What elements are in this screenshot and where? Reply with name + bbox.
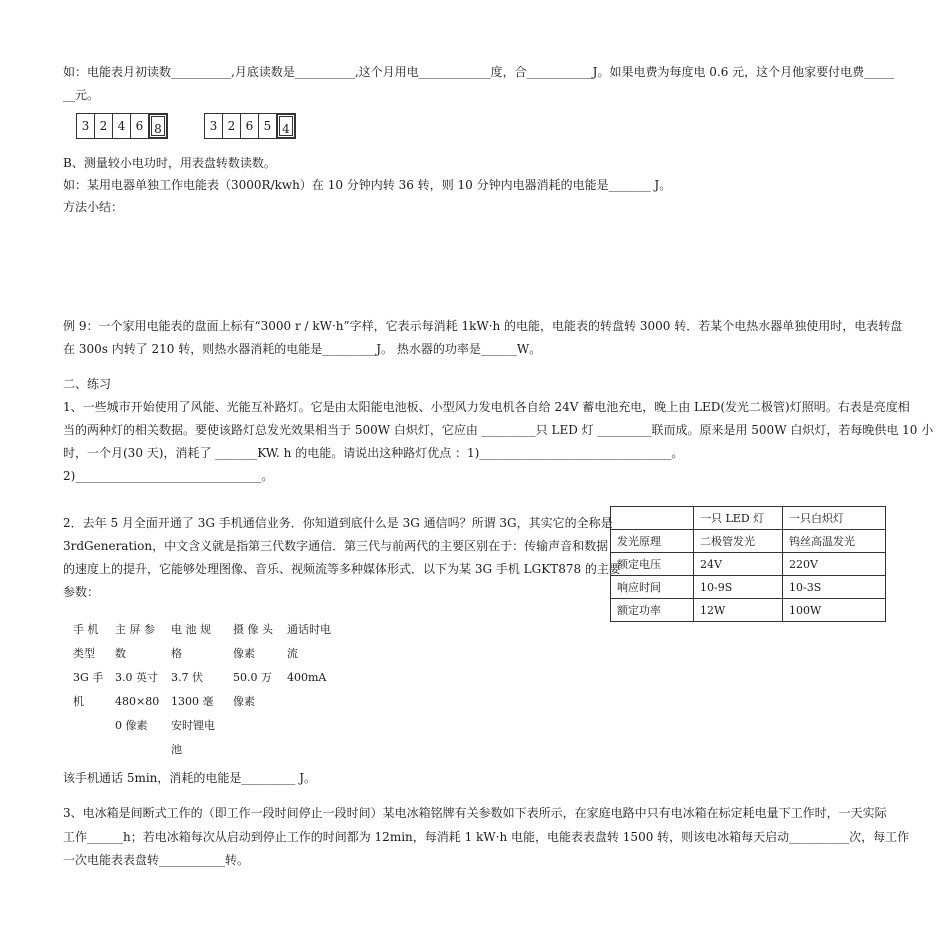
phone-cell: 摄 像 头 [233,623,273,636]
table-cell: 发光原理 [611,530,694,553]
phone-cell: 3G 手 [73,671,104,684]
meter-digit: 6 [131,114,149,138]
table-cell: 220V [783,553,886,576]
example-line: 如：某用电器单独工作电能表（3000R/kwh）在 10 分钟内转 36 转，则 10 分钟内电器消耗的电能是_______ J。 [63,178,672,192]
phone-cell: 主 屏 参 [115,623,155,636]
q2-line2: 3rdGeneration，中文含义就是指第三代数字通信．第三代与前两代的主要区别在于：传输声音和数据 [63,539,609,553]
ex9-line2: 在 300s 内转了 210 转，则热水器消耗的电能是_________J。 热水器的功率是______W。 [63,342,542,356]
phone-cell: 电 池 规 [171,623,211,636]
meter-decimal-digit: 8 [149,114,167,138]
q1-line2: 当的两种灯的相关数据。要使该路灯总发光效果相当于 500W 白炽灯，它应由 _________只 LED 灯 _________联而成。原来是用 500W 白炽灯，若每晚供电 10 小 [63,423,934,437]
meter-digit: 4 [113,114,131,138]
meter-digit: 2 [95,114,113,138]
phone-cell: 400mA [287,671,327,684]
q1-line1: 1、一些城市开始使用了风能、光能互补路灯。它是由太阳能电池板、小型风力发电机各自给 24V 蓄电池充电，晚上由 LED(发光二极管)灯照明。右表是亮度相 [63,400,910,414]
phone-cell: 安时锂电 [171,719,215,732]
phone-cell: 格 [171,647,182,660]
table-row [611,507,886,530]
table-cell: 一只 LED 灯 [694,507,783,530]
phone-cell: 数 [115,647,126,660]
q1-line4: 2)_______________________________。 [63,469,274,483]
phone-col-camera [233,622,273,718]
phone-col-current [287,622,331,694]
q2-line3: 的速度上的提升，它能够处理图像、音乐、视频流等多种媒体形式．以下为某 3G 手机 LGKT878 的主要 [63,562,621,576]
practice-heading: 二、练习 [63,377,112,391]
meter-digit: 6 [241,114,259,138]
phone-cell: 3.0 英寸 [115,671,158,684]
phone-cell: 1300 毫 [171,695,214,708]
table-cell: 一只白炽灯 [783,507,886,530]
table-cell: 24V [694,553,783,576]
phone-cell: 机 [73,695,84,708]
phone-cell: 3.7 伏 [171,671,203,684]
meter-start [76,113,168,139]
meter-decimal-digit: 4 [277,114,295,138]
phone-col-type [73,622,103,718]
phone-cell: 0 像素 [115,719,148,732]
table-cell: 钨丝高温发光 [783,530,886,553]
phone-cell: 480×80 [115,695,160,708]
table-cell: 10-9S [694,576,783,599]
phone-col-battery [171,622,215,766]
s1-line1: 如：电能表月初读数__________,月底读数是__________,这个月用电____________度，合___________J。如果电费为每度电 0.6 元，这个月他家要付电费_____ [63,65,895,79]
table-cell: 响应时间 [611,576,694,599]
meter-digit: 5 [259,114,277,138]
section-b: B、测量较小电功时，用表盘转数读数。 [63,156,276,170]
q3-line1: 3、电冰箱是间断式工作的（即工作一段时间停止一段时间）某电冰箱铭牌有关参数如下表所示，在家庭电路中只有电冰箱在标定耗电量下工作时，一天实际 [63,806,887,820]
meter-digit: 3 [205,114,223,138]
q2-line4: 参数： [63,585,100,599]
phone-cell: 类型 [73,647,95,660]
table-cell: 额定功率 [611,599,694,622]
table-row [611,553,886,576]
table-row [611,576,886,599]
q2-line1: 2．去年 5 月全面开通了 3G 手机通信业务．你知道到底什么是 3G 通信吗？所谓 3G，其实它的全称是 [63,516,613,530]
phone-cell: 流 [287,647,298,660]
table-row [611,530,886,553]
s1-line2: __元。 [63,88,100,102]
phone-cell: 通话时电 [287,623,331,636]
table-cell [611,507,694,530]
phone-cell: 像素 [233,695,255,708]
table-cell: 100W [783,599,886,622]
table-cell: 二极管发光 [694,530,783,553]
table-cell: 12W [694,599,783,622]
phone-col-screen [115,622,159,742]
q1-line3: 时，一个月(30 天)，消耗了 _______KW. h 的电能。请说出这种路灯优点 ：1)________________________________。 [63,446,684,460]
lamp-comparison-table [610,506,886,622]
phone-cell: 50.0 万 [233,671,272,684]
phone-cell: 像素 [233,647,255,660]
q3-line3: 一次电能表表盘转___________转。 [63,853,250,867]
meter-digit: 2 [223,114,241,138]
meter-digit: 3 [77,114,95,138]
table-cell: 10-3S [783,576,886,599]
ex9-line1: 例 9：一个家用电能表的盘面上标有“3000 r / kW·h”字样，它表示每消耗 1kW·h 的电能，电能表的转盘转 3000 转．若某个电热水器单独使用时，电表转盘 [63,319,903,333]
meter-end [204,113,296,139]
table-row [611,599,886,622]
q3-line2: 工作______h；若电冰箱每次从启动到停止工作的时间都为 12min，每消耗 1 kW·h 电能，电能表表盘转 1500 转，则该电冰箱每天启动__________次，每工作 [63,830,910,844]
table-cell: 额定电压 [611,553,694,576]
phone-cell: 手 机 [73,623,99,636]
q2-after: 该手机通话 5min，消耗的电能是_________ J。 [63,771,317,785]
method-summary: 方法小结： [63,200,124,214]
phone-cell: 池 [171,743,182,756]
